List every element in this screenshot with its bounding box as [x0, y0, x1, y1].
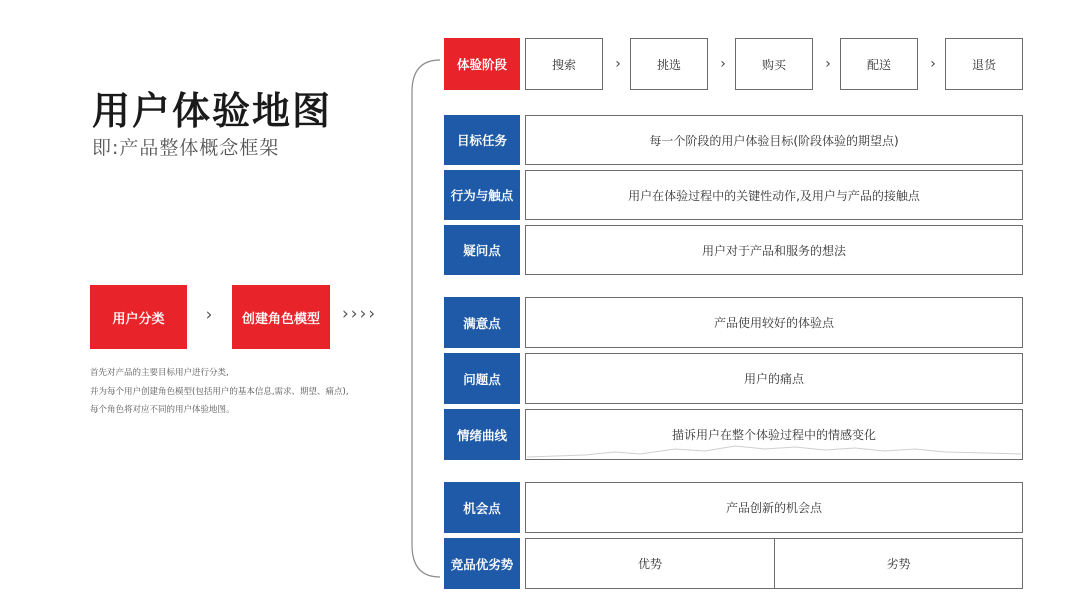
- row-label-behavior: 行为与触点: [444, 170, 520, 220]
- stage-cell-search: 搜索: [525, 38, 603, 90]
- chevron-right-icon: ›: [930, 56, 936, 72]
- user-classification-box: 用户分类: [90, 285, 187, 349]
- row-cell-weakness: 劣势: [774, 538, 1023, 589]
- row-label-satisfaction: 满意点: [444, 297, 520, 348]
- stage-cell-select: 挑选: [630, 38, 708, 90]
- chevron-right-icon: ›: [205, 305, 213, 325]
- row-cell-goal: 每一个阶段的用户体验目标(阶段体验的期望点): [525, 115, 1023, 165]
- stage-cell-return: 退货: [945, 38, 1023, 90]
- create-persona-box: 创建角色模型: [232, 285, 330, 349]
- chevron-right-icon: ›: [615, 56, 621, 72]
- row-cell-satisfaction: 产品使用较好的体验点: [525, 297, 1023, 348]
- chevron-right-icon: ›: [720, 56, 726, 72]
- row-cell-strength: 优势: [525, 538, 775, 589]
- row-cell-opportunity: 产品创新的机会点: [525, 482, 1023, 533]
- description-line: 每个角色将对应不同的用户体验地图。: [90, 405, 235, 415]
- page-title: 用户体验地图: [92, 89, 333, 133]
- description-line: 首先对产品的主要目标用户进行分类,: [90, 368, 229, 378]
- row-label-opportunity: 机会点: [444, 482, 520, 533]
- row-label-competitor: 竞品优劣势: [444, 538, 520, 589]
- emotion-curve: [525, 409, 1023, 460]
- stage-cell-delivery: 配送: [840, 38, 918, 90]
- row-cell-behavior: 用户在体验过程中的关键性动作,及用户与产品的接触点: [525, 170, 1023, 220]
- row-label-questions: 疑问点: [444, 225, 520, 275]
- chevrons-right-icon: ››››: [342, 304, 378, 324]
- row-label-emotion: 情绪曲线: [444, 409, 520, 460]
- description-line: 并为每个用户创建角色模型(包括用户的基本信息,需求、期望、痛点),: [90, 386, 349, 397]
- chevron-right-icon: ›: [825, 56, 831, 72]
- row-label-goal: 目标任务: [444, 115, 520, 165]
- emotion-text: 描诉用户在整个体验过程中的情感变化: [671, 428, 876, 442]
- stage-row-label: 体验阶段: [444, 38, 520, 90]
- stage-cell-purchase: 购买: [735, 38, 813, 90]
- page-subtitle: 即:产品整体概念框架: [92, 137, 280, 159]
- row-cell-questions: 用户对于产品和服务的想法: [525, 225, 1023, 275]
- row-cell-problems: 用户的痛点: [525, 353, 1023, 404]
- row-label-problems: 问题点: [444, 353, 520, 404]
